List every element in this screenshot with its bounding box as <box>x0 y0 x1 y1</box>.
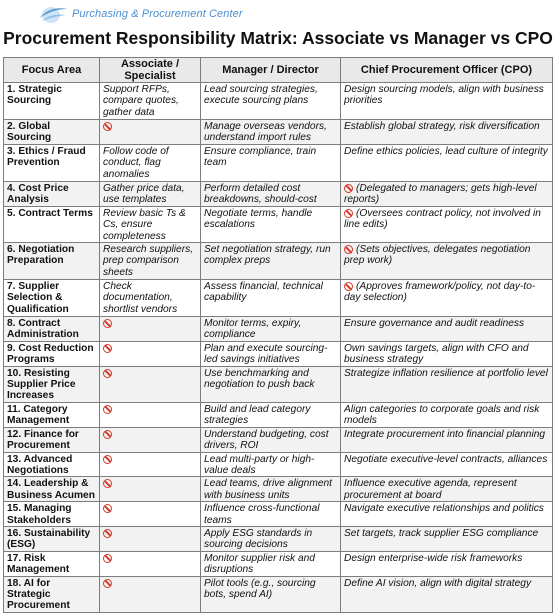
focus-area-cell: 8. Contract Administration <box>4 317 100 342</box>
associate-cell <box>100 551 201 576</box>
focus-area-cell: 10. Resisting Supplier Price Increases <box>4 366 100 402</box>
table-row <box>4 576 553 612</box>
focus-area-cell: 6. Negotiation Preparation <box>4 243 100 280</box>
associate-cell <box>100 576 201 612</box>
associate-cell <box>100 502 201 527</box>
cpo-cell: Strategize inflation resilience at portfolio level <box>341 366 553 402</box>
manager-cell: Negotiate terms, handle escalations <box>201 206 341 242</box>
table-row <box>4 341 553 366</box>
cpo-cell: Design enterprise-wide risk frameworks <box>341 551 553 576</box>
cpo-cell: Set targets, track supplier ESG compliance <box>341 526 553 551</box>
manager-cell: Lead multi-party or high-value deals <box>201 452 341 477</box>
not-applicable-icon <box>103 122 112 131</box>
focus-area-cell: 7. Supplier Selection & Qualification <box>4 280 100 317</box>
manager-cell: Influence cross-functional teams <box>201 502 341 527</box>
brand-logo <box>38 2 243 26</box>
associate-cell: Research suppliers, prep comparison sheets <box>100 243 201 280</box>
table-row <box>4 120 553 145</box>
not-applicable-icon <box>103 344 112 353</box>
page-title: Procurement Responsibility Matrix: Associate vs Manager vs CPO <box>3 28 553 48</box>
not-applicable-icon <box>103 369 112 378</box>
cpo-cell: Influence executive agenda, represent procurement at board <box>341 477 553 502</box>
not-applicable-icon <box>103 554 112 563</box>
associate-cell: Check documentation, shortlist vendors <box>100 280 201 317</box>
table-row <box>4 526 553 551</box>
not-applicable-icon <box>344 282 353 291</box>
focus-area-cell: 15. Managing Stakeholders <box>4 502 100 527</box>
associate-cell <box>100 366 201 402</box>
column-header-associate: Associate / Specialist <box>100 58 201 83</box>
table-row <box>4 477 553 502</box>
cpo-cell: Establish global strategy, risk diversification <box>341 120 553 145</box>
associate-cell: Gather price data, use templates <box>100 181 201 206</box>
cpo-note: (Oversees contract policy, not involved in line edits) <box>344 207 541 231</box>
focus-area-cell: 3. Ethics / Fraud Prevention <box>4 144 100 181</box>
manager-cell: Plan and execute sourcing-led savings initiatives <box>201 341 341 366</box>
focus-area-cell: 9. Cost Reduction Programs <box>4 341 100 366</box>
table-row <box>4 551 553 576</box>
not-applicable-icon <box>344 184 353 193</box>
table-row <box>4 280 553 317</box>
focus-area-cell: 12. Finance for Procurement <box>4 427 100 452</box>
manager-cell: Use benchmarking and negotiation to push back <box>201 366 341 402</box>
manager-cell: Pilot tools (e.g., sourcing bots, spend AI) <box>201 576 341 612</box>
not-applicable-icon <box>103 430 112 439</box>
associate-cell: Follow code of conduct, flag anomalies <box>100 144 201 181</box>
column-header-focus-area: Focus Area <box>4 58 100 83</box>
table-row <box>4 83 553 120</box>
associate-cell <box>100 477 201 502</box>
table-row <box>4 144 553 181</box>
associate-cell: Support RFPs, compare quotes, gather data <box>100 83 201 120</box>
focus-area-cell: 16. Sustainability (ESG) <box>4 526 100 551</box>
focus-area-cell: 13. Advanced Negotiations <box>4 452 100 477</box>
associate-cell <box>100 317 201 342</box>
cpo-cell: Integrate procurement into financial planning <box>341 427 553 452</box>
manager-cell: Assess financial, technical capability <box>201 280 341 317</box>
manager-cell: Ensure compliance, train team <box>201 144 341 181</box>
associate-cell <box>100 341 201 366</box>
table-row <box>4 317 553 342</box>
manager-cell: Manage overseas vendors, understand import rules <box>201 120 341 145</box>
table-row <box>4 452 553 477</box>
focus-area-cell: 14. Leadership & Business Acumen <box>4 477 100 502</box>
column-header-cpo: Chief Procurement Officer (CPO) <box>341 58 553 83</box>
table-body <box>4 83 553 613</box>
manager-cell: Lead teams, drive alignment with business units <box>201 477 341 502</box>
not-applicable-icon <box>103 579 112 588</box>
associate-cell <box>100 452 201 477</box>
not-applicable-icon <box>103 479 112 488</box>
focus-area-cell: 4. Cost Price Analysis <box>4 181 100 206</box>
focus-area-cell: 11. Category Management <box>4 402 100 427</box>
cpo-cell: Design sourcing models, align with business priorities <box>341 83 553 120</box>
not-applicable-icon <box>103 405 112 414</box>
column-header-manager: Manager / Director <box>201 58 341 83</box>
focus-area-cell: 1. Strategic Sourcing <box>4 83 100 120</box>
not-applicable-icon <box>103 319 112 328</box>
manager-cell: Monitor supplier risk and disruptions <box>201 551 341 576</box>
manager-cell: Apply ESG standards in sourcing decisions <box>201 526 341 551</box>
table-row <box>4 243 553 280</box>
table-row <box>4 502 553 527</box>
globe-swoosh-icon <box>38 3 68 25</box>
focus-area-cell: 5. Contract Terms <box>4 206 100 242</box>
table-row <box>4 402 553 427</box>
manager-cell: Perform detailed cost breakdowns, should-cost <box>201 181 341 206</box>
cpo-cell: Define ethics policies, lead culture of integrity <box>341 144 553 181</box>
table-row <box>4 181 553 206</box>
cpo-note: (Sets objectives, delegates negotiation prep work) <box>344 244 531 267</box>
associate-cell <box>100 120 201 145</box>
cpo-cell: Define AI vision, align with digital strategy <box>341 576 553 612</box>
not-applicable-icon <box>344 209 353 218</box>
table-row <box>4 366 553 402</box>
associate-cell <box>100 427 201 452</box>
not-applicable-icon <box>103 529 112 538</box>
associate-cell <box>100 526 201 551</box>
table-row <box>4 206 553 242</box>
cpo-cell: Navigate executive relationships and politics <box>341 502 553 527</box>
table-header-row <box>4 58 553 83</box>
cpo-cell <box>341 280 553 317</box>
manager-cell: Understand budgeting, cost drivers, ROI <box>201 427 341 452</box>
cpo-cell: Own savings targets, align with CFO and business strategy <box>341 341 553 366</box>
focus-area-cell: 18. AI for Strategic Procurement <box>4 576 100 612</box>
cpo-cell: Ensure governance and audit readiness <box>341 317 553 342</box>
cpo-cell <box>341 181 553 206</box>
not-applicable-icon <box>103 455 112 464</box>
cpo-cell <box>341 243 553 280</box>
associate-cell <box>100 402 201 427</box>
focus-area-cell: 2. Global Sourcing <box>4 120 100 145</box>
cpo-note: (Delegated to managers; gets high-level reports) <box>344 182 537 206</box>
cpo-cell <box>341 206 553 242</box>
not-applicable-icon <box>103 504 112 513</box>
manager-cell: Build and lead category strategies <box>201 402 341 427</box>
manager-cell: Lead sourcing strategies, execute sourcing plans <box>201 83 341 120</box>
cpo-cell: Negotiate executive-level contracts, alliances <box>341 452 553 477</box>
manager-cell: Monitor terms, expiry, compliance <box>201 317 341 342</box>
cpo-cell: Align categories to corporate goals and risk models <box>341 402 553 427</box>
brand-name: Purchasing & Procurement Center <box>72 8 243 20</box>
not-applicable-icon <box>344 245 353 254</box>
cpo-note: (Approves framework/policy, not day-to-day selection) <box>344 281 536 304</box>
table-row <box>4 427 553 452</box>
associate-cell: Review basic Ts & Cs, ensure completeness <box>100 206 201 242</box>
responsibility-matrix-table <box>3 57 553 613</box>
manager-cell: Set negotiation strategy, run complex preps <box>201 243 341 280</box>
focus-area-cell: 17. Risk Management <box>4 551 100 576</box>
